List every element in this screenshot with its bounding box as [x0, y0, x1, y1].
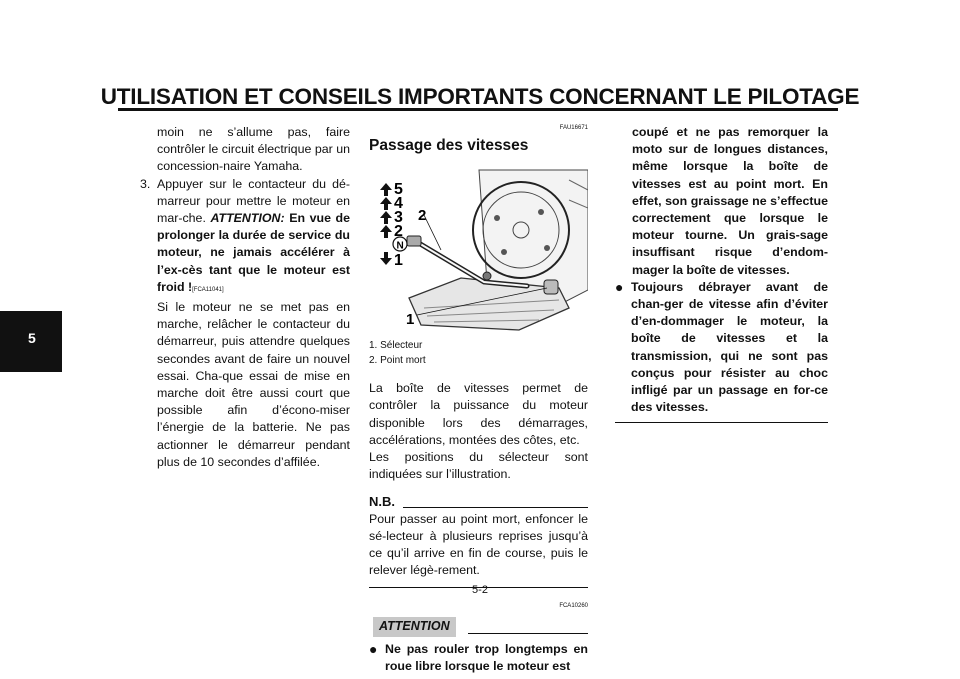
- gear-shift-figure: [369, 160, 588, 335]
- nb-rule: [403, 507, 588, 508]
- nb-text: Pour passer au point mort, enfoncer le sé-lecteur à plusieurs reprises jusqu’à ce qu’il arrive en fin de course, puis le relever légè-rement.: [369, 511, 588, 578]
- page-number: 5-2: [472, 584, 488, 596]
- header-rule: [118, 108, 838, 111]
- attention-bullet-2: [615, 279, 828, 417]
- gear-label-3: 3: [394, 209, 403, 227]
- step-followup: Si le moteur ne se met pas en marche, relâcher le contacteur du démarreur, puis attendre quelques secondes avant de faire un nouvel essai. Cha-que essai de mise en marche doit être aussi court que possible afin d’écono-miser l’énergie de la batterie. Ne pas actionner le démarreur pendant plus de 10 secondes d’affilée.: [157, 300, 350, 469]
- gear-shift-illustration: [369, 160, 588, 335]
- gearbox-paragraph-1: La boîte de vitesses permet de contrôler la puissance du moteur disponible lors des démarrages, accélérations, montées des côtes, etc.: [369, 381, 588, 447]
- legend-item-2: 2. Point mort: [369, 354, 426, 366]
- callout-1: 1: [406, 311, 415, 329]
- attention-bullet-1: [369, 641, 588, 675]
- gearbox-paragraph-2: Les positions du sélecteur sont indiquées sur l’illustration.: [369, 450, 588, 482]
- column-3: [615, 124, 828, 437]
- attention-end-rule: [615, 422, 828, 423]
- step-text: Appuyer sur le contacteur du dé-marreur pour mettre le moteur en mar-che.: [157, 176, 350, 226]
- bullet-dot-icon: ●: [615, 278, 624, 295]
- attention-rule: [468, 633, 588, 634]
- inline-attention-label: ATTENTION:: [210, 211, 285, 226]
- gear-label-5: 5: [394, 181, 403, 199]
- attention-code: FCA10260: [559, 603, 588, 610]
- gear-label-4: 4: [394, 195, 403, 213]
- callout-2: 2: [418, 207, 427, 225]
- attention-bullet-1-continued: coupé et ne pas remorquer la moto sur de longues distances, même lorsque la boîte de vitesses est au point mort. En effet, son graissage ne s’effectue correctement que lorsque le moteur tourne. Un grais-sage insuffisant risque d’endom-mager la boîte de vitesses.: [632, 125, 828, 277]
- gear-label-neutral: N: [396, 240, 404, 252]
- attention-badge: ATTENTION: [373, 617, 456, 636]
- column-1: [140, 124, 350, 471]
- legend-item-1: 1. Sélecteur: [369, 340, 423, 352]
- chapter-tab-number: 5: [28, 330, 36, 346]
- gear-label-2: 2: [394, 223, 403, 241]
- attention-bullet-2-text: Toujours débrayer avant de chan-ger de vitesse afin d’éviter d’en-dommager le moteur, la boîte de vitesses et la transmission, qui ne sont pas conçus pour résister au choc infligé par un passage en for-ce des vitesses.: [631, 279, 828, 415]
- step-number: 3.: [140, 176, 151, 191]
- section-code: FAU16671: [559, 125, 588, 131]
- chapter-tab: [0, 311, 62, 372]
- section-heading: Passage des vitesses: [369, 137, 529, 154]
- gear-label-1: 1: [394, 252, 403, 270]
- continued-paragraph: moin ne s’allume pas, faire contrôler le circuit électrique par un concession-naire Yamaha.: [157, 125, 350, 174]
- step-3: [140, 176, 350, 471]
- inline-attention-text: En vue de prolonger la durée de service du moteur, ne jamais accélérer à l’ex-cès tant que le moteur est froid !: [157, 211, 350, 294]
- attention-heading: [369, 617, 588, 636]
- inline-attention-code: [FCA11041]: [192, 286, 224, 293]
- nb-label: N.B.: [369, 494, 395, 510]
- bullet-dot-icon: ●: [369, 640, 378, 657]
- attention-bullet-1-text: Ne pas rouler trop longtemps en roue libre lorsque le moteur est: [385, 641, 588, 673]
- page-header-title: UTILISATION ET CONSEILS IMPORTANTS CONCERNANT LE PILOTAGE: [100, 84, 860, 109]
- step-body: [157, 176, 350, 471]
- nb-heading: [369, 493, 588, 510]
- figure-legend: [369, 339, 588, 368]
